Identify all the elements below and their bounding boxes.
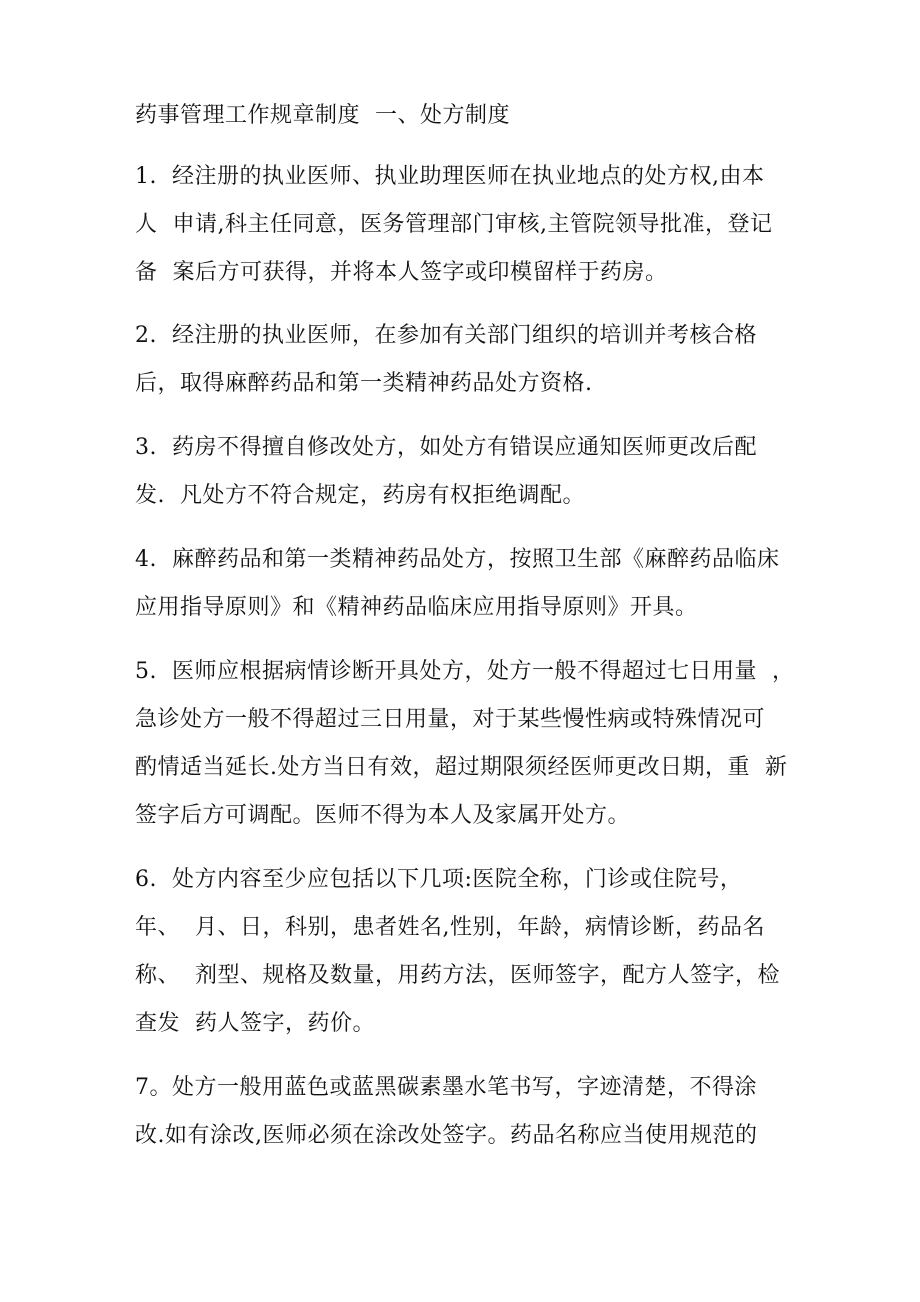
- text-line: 7。处方一般用蓝色或蓝黑碳素墨水笔书写，字迹清楚，不得涂: [135, 1075, 757, 1100]
- document-title: 药事管理工作规章制度 一、处方制度: [135, 103, 510, 128]
- text-line: 6. 处方内容至少应包括以下几项:医院全称，门诊或住院号，: [135, 867, 743, 892]
- text-line: 发. 凡处方不符合规定，药房有权拒绝调配。: [135, 483, 585, 508]
- text-line: 签字后方可调配。医师不得为本人及家属开处方。: [135, 803, 631, 828]
- text-line: 酌情适当延长.处方当日有效，超过期限须经医师更改日期，重 新: [135, 755, 788, 780]
- text-line: 年、 月、日，科别，患者姓名,性别，年龄，病情诊断，药品名: [135, 915, 765, 940]
- text-line: 查发 药人签字，药价。: [135, 1011, 375, 1036]
- text-line: 人 申请,科主任同意，医务管理部门审核,主管院领导批准，登记: [135, 212, 773, 237]
- text-line: 3. 药房不得擅自修改处方，如处方有错误应通知医师更改后配: [135, 435, 757, 460]
- text-line: 4. 麻醉药品和第一类精神药品处方，按照卫生部《麻醉药品临床: [135, 547, 780, 572]
- text-line: 应用指导原则》和《精神药品临床应用指导原则》开具。: [135, 595, 698, 620]
- text-line: 2. 经注册的执业医师，在参加有关部门组织的培训并考核合格: [135, 323, 757, 348]
- text-line: 5. 医师应根据病情诊断开具处方，处方一般不得超过七日用量 ，: [135, 659, 795, 684]
- text-line: 后，取得麻醉药品和第一类精神药品处方资格.: [135, 371, 593, 396]
- text-line: 备 案后方可获得，并将本人签字或印模留样于药房。: [135, 260, 668, 285]
- text-line: 称、 剂型、规格及数量，用药方法，医师签字，配方人签字，检: [135, 963, 780, 988]
- text-line: 急诊处方一般不得超过三日用量，对于某些慢性病或特殊情况可: [135, 707, 766, 732]
- text-line: 改.如有涂改,医师必须在涂改处签字。药品名称应当使用规范的: [135, 1123, 758, 1148]
- text-line: 1. 经注册的执业医师、执业助理医师在执业地点的处方权,由本: [135, 164, 765, 189]
